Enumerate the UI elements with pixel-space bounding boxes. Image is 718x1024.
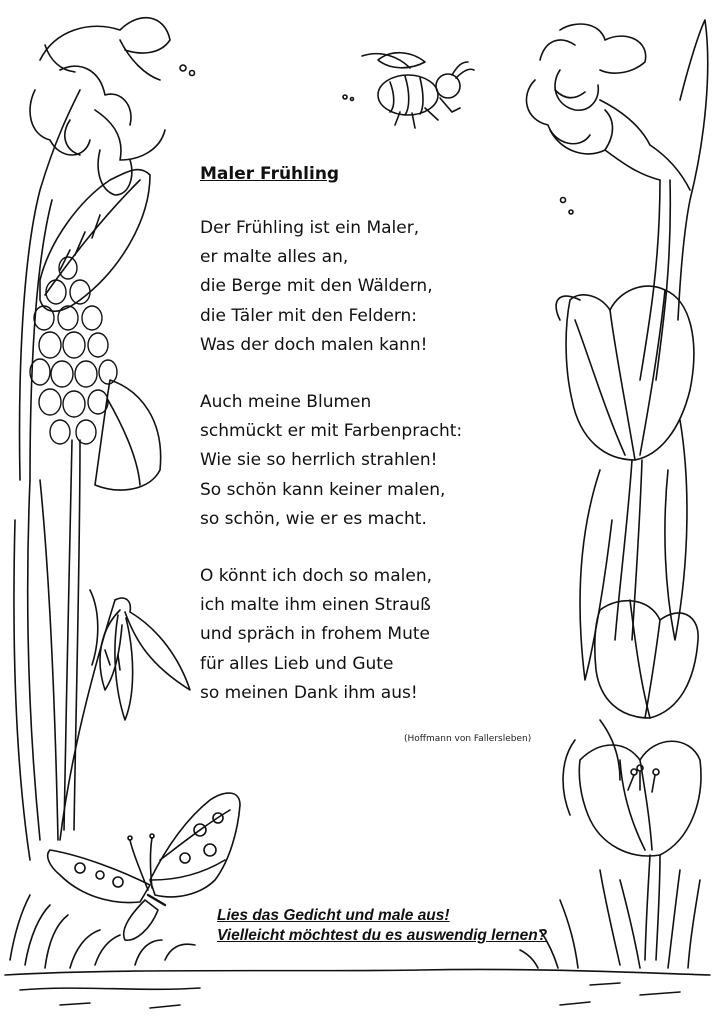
poem-line: so meinen Dank ihm aus! [200,682,418,703]
poem-line: Der Frühling ist ein Maler, [200,218,420,238]
instruction-line-1: Lies das Gedicht und male aus! [217,907,450,924]
daffodil-icon [526,20,707,380]
crocus-icon [520,720,701,1005]
poem-line: er malte alles an, [200,247,349,268]
poem-line: Was der doch malen kann! [200,334,428,355]
stanza-2 [200,388,545,534]
poem-line: Auch meine Blumen [200,392,372,413]
poem-line: die Berge mit den Wäldern, [200,276,433,297]
poem-line: die Täler mit den Feldern: [200,305,418,326]
stanza-1 [200,214,545,360]
poem-author: (Hoffmann von Fallersleben) [404,734,532,744]
poem-line: So schön kann keiner malen, [200,479,446,500]
poem-line: so schön, wie er es macht. [200,508,427,529]
tulip-icon [595,600,698,718]
poem-line: schmückt er mit Farbenpracht: [200,421,463,442]
snowdrop-icon [60,590,190,840]
poem-line: O könnt ich doch so malen, [200,566,433,587]
stanza-3 [200,562,545,708]
primrose-icon [20,18,195,480]
bee-icon [343,53,474,128]
instruction-line-2: Vielleicht möchtest du es auswendig lernen? [217,927,548,944]
poem-line: ich malte ihm einen Strauß [200,595,431,616]
tulip-icon [556,286,694,680]
poem-line: und spräch in frohem Mute [200,624,430,645]
poem-line: Wie sie so herrlich strahlen! [200,450,438,471]
poem-title: Maler Frühling [200,164,340,184]
instructions [217,906,547,946]
butterfly-icon [48,793,240,940]
poem-line: für alles Lieb und Gute [200,653,394,674]
grape-hyacinth-icon [14,257,161,860]
poem [200,160,545,736]
